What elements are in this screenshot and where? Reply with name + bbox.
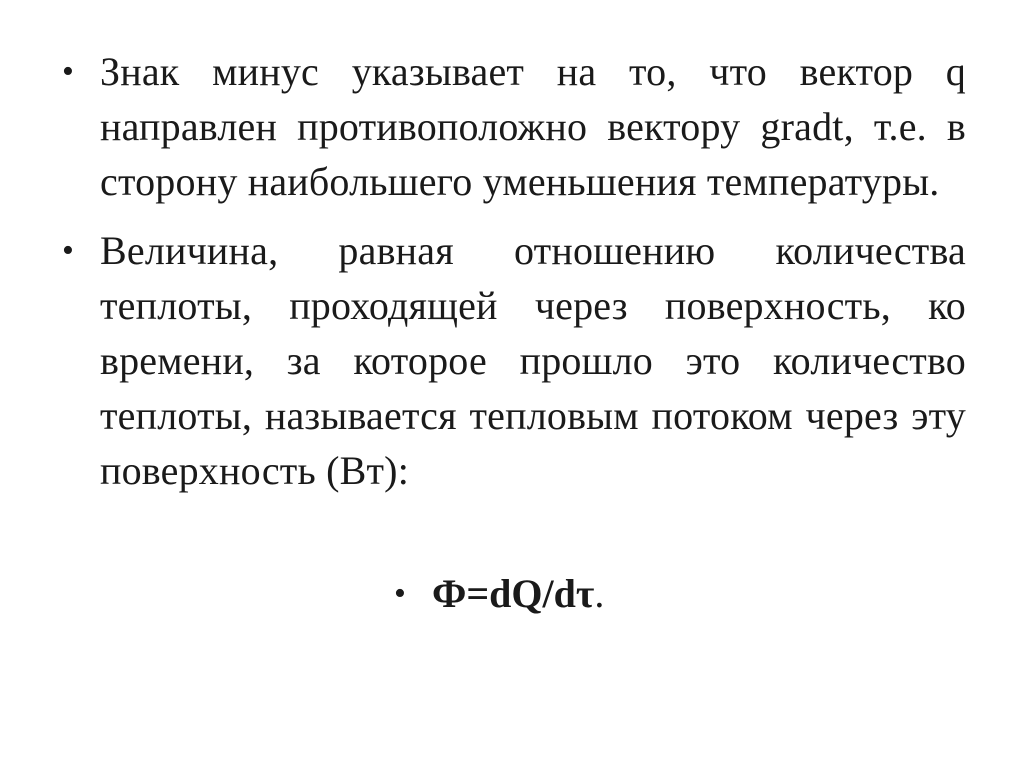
bullet-marker: • <box>62 53 74 90</box>
formula-bullet-marker: • <box>394 575 406 612</box>
formula-period: . <box>594 571 605 616</box>
formula-expression: Ф=dQ/dτ <box>432 571 595 616</box>
bullet-text-minus-sign: Знак минус указывает на то, что вектор q направлен противоположно вектору gradt, т.е. в сторону наибольшего уменьшения температуры. <box>100 49 966 204</box>
formula <box>432 566 604 621</box>
bullet-list <box>60 44 966 512</box>
bullet-item-minus-sign <box>60 44 966 209</box>
bullet-item-heat-flux <box>60 223 966 498</box>
bullet-marker: • <box>62 232 74 269</box>
formula-row <box>394 566 604 621</box>
bullet-text-heat-flux: Величина, равная отношению количества теплоты, проходящей через поверхность, ко времени, за которое прошло это количество теплоты, называется тепловым потоком через эту поверхность (Вт): <box>100 228 966 493</box>
